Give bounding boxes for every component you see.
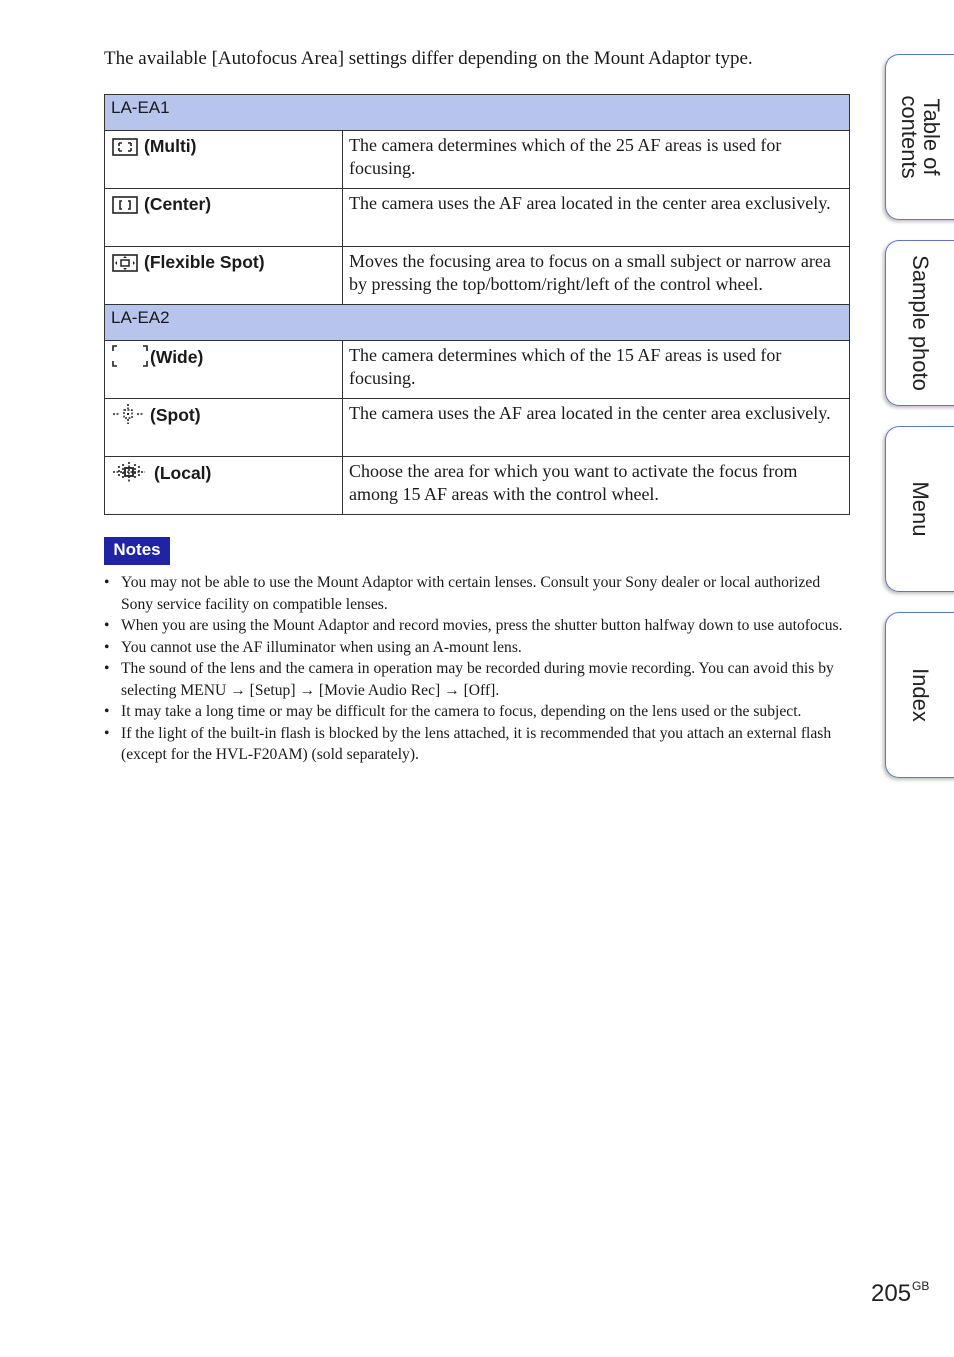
bullet: • <box>104 660 110 677</box>
tab-sample-photo[interactable] <box>885 240 954 406</box>
list-item <box>104 658 850 701</box>
group-header-la-ea2: LA-EA2 <box>105 305 850 341</box>
page-number-value: 205 <box>871 1280 912 1307</box>
mode-cell <box>105 131 343 189</box>
tab-table-of-contents[interactable] <box>885 54 954 220</box>
table-row <box>105 189 850 247</box>
mode-label-center: (Center) <box>144 194 212 214</box>
tab-label: Sample photo <box>908 255 933 391</box>
mode-label-spot: (Spot) <box>150 405 201 425</box>
mode-label-local: (Local) <box>154 463 212 483</box>
list-item <box>104 701 850 723</box>
bullet: • <box>104 703 110 720</box>
mode-description: The camera uses the AF area located in the center area exclusively. <box>343 399 850 457</box>
group-header-row <box>105 305 850 341</box>
note-text: When you are using the Mount Adaptor and record movies, press the shutter button halfway down to use autofocus. <box>121 617 843 634</box>
mode-description: The camera determines which of the 15 AF areas is used for focusing. <box>343 341 850 399</box>
table-row <box>105 247 850 305</box>
intro-text: The available [Autofocus Area] settings differ depending on the Mount Adaptor type. <box>104 48 753 69</box>
tab-label: Index <box>908 668 933 722</box>
mode-description: The camera determines which of the 25 AF areas is used for focusing. <box>343 131 850 189</box>
page-number <box>871 1279 929 1308</box>
spot-af-icon <box>112 403 144 430</box>
tab-menu[interactable] <box>885 426 954 592</box>
table-row <box>105 457 850 515</box>
list-item <box>104 615 850 637</box>
note-text: The sound of the lens and the camera in operation may be recorded during movie recording. You can avoid this by selecting MENU → [Setup] → [Movie Audio Rec] → [Off]. <box>121 660 834 699</box>
mode-description: The camera uses the AF area located in the center area exclusively. <box>343 189 850 247</box>
note-text: It may take a long time or may be difficult for the camera to focus, depending on the lens used or the subject. <box>121 703 802 720</box>
autofocus-area-table <box>104 94 850 515</box>
mode-cell <box>105 341 343 399</box>
bullet: • <box>104 617 110 634</box>
mode-label-wide: (Wide) <box>150 347 204 367</box>
tab-label: Menu <box>908 481 933 537</box>
mode-description: Choose the area for which you want to activate the focus from among 15 AF areas with the control wheel. <box>343 457 850 515</box>
page-number-suffix: GB <box>912 1279 930 1293</box>
mode-cell <box>105 189 343 247</box>
list-item <box>104 572 850 615</box>
mode-cell <box>105 399 343 457</box>
group-header-la-ea1: LA-EA1 <box>105 95 850 131</box>
note-text: You may not be able to use the Mount Adaptor with certain lenses. Consult your Sony dealer or local authorized Sony service facility on compatible lenses. <box>121 574 821 613</box>
flexible-spot-af-icon <box>112 254 138 277</box>
wide-af-icon <box>112 345 148 372</box>
notes-list <box>104 572 850 766</box>
list-item <box>104 637 850 659</box>
bullet: • <box>104 724 110 742</box>
note-text: If the light of the built-in flash is blocked by the lens attached, it is recommended that you attach an external flash (except for the HVL-F20AM) (sold separately). <box>121 724 832 763</box>
mode-label-multi: (Multi) <box>144 136 197 156</box>
group-header-row <box>105 95 850 131</box>
mode-cell <box>105 247 343 305</box>
multi-af-icon <box>112 138 138 161</box>
tab-index[interactable] <box>885 612 954 778</box>
list-item <box>104 723 850 766</box>
note-text: You cannot use the AF illuminator when using an A-mount lens. <box>121 638 522 656</box>
mode-cell <box>105 457 343 515</box>
mode-description: Moves the focusing area to focus on a small subject or narrow area by pressing the top/bottom/right/left of the control wheel. <box>343 247 850 305</box>
local-af-icon <box>112 461 146 488</box>
notes-badge: Notes <box>104 537 170 565</box>
bullet: • <box>104 638 110 656</box>
table-row <box>105 131 850 189</box>
bullet: • <box>104 574 110 591</box>
center-af-icon <box>112 196 138 219</box>
table-row <box>105 399 850 457</box>
tab-label: Table of contents <box>897 95 944 179</box>
mode-label-flexible-spot: (Flexible Spot) <box>144 252 265 272</box>
table-row <box>105 341 850 399</box>
